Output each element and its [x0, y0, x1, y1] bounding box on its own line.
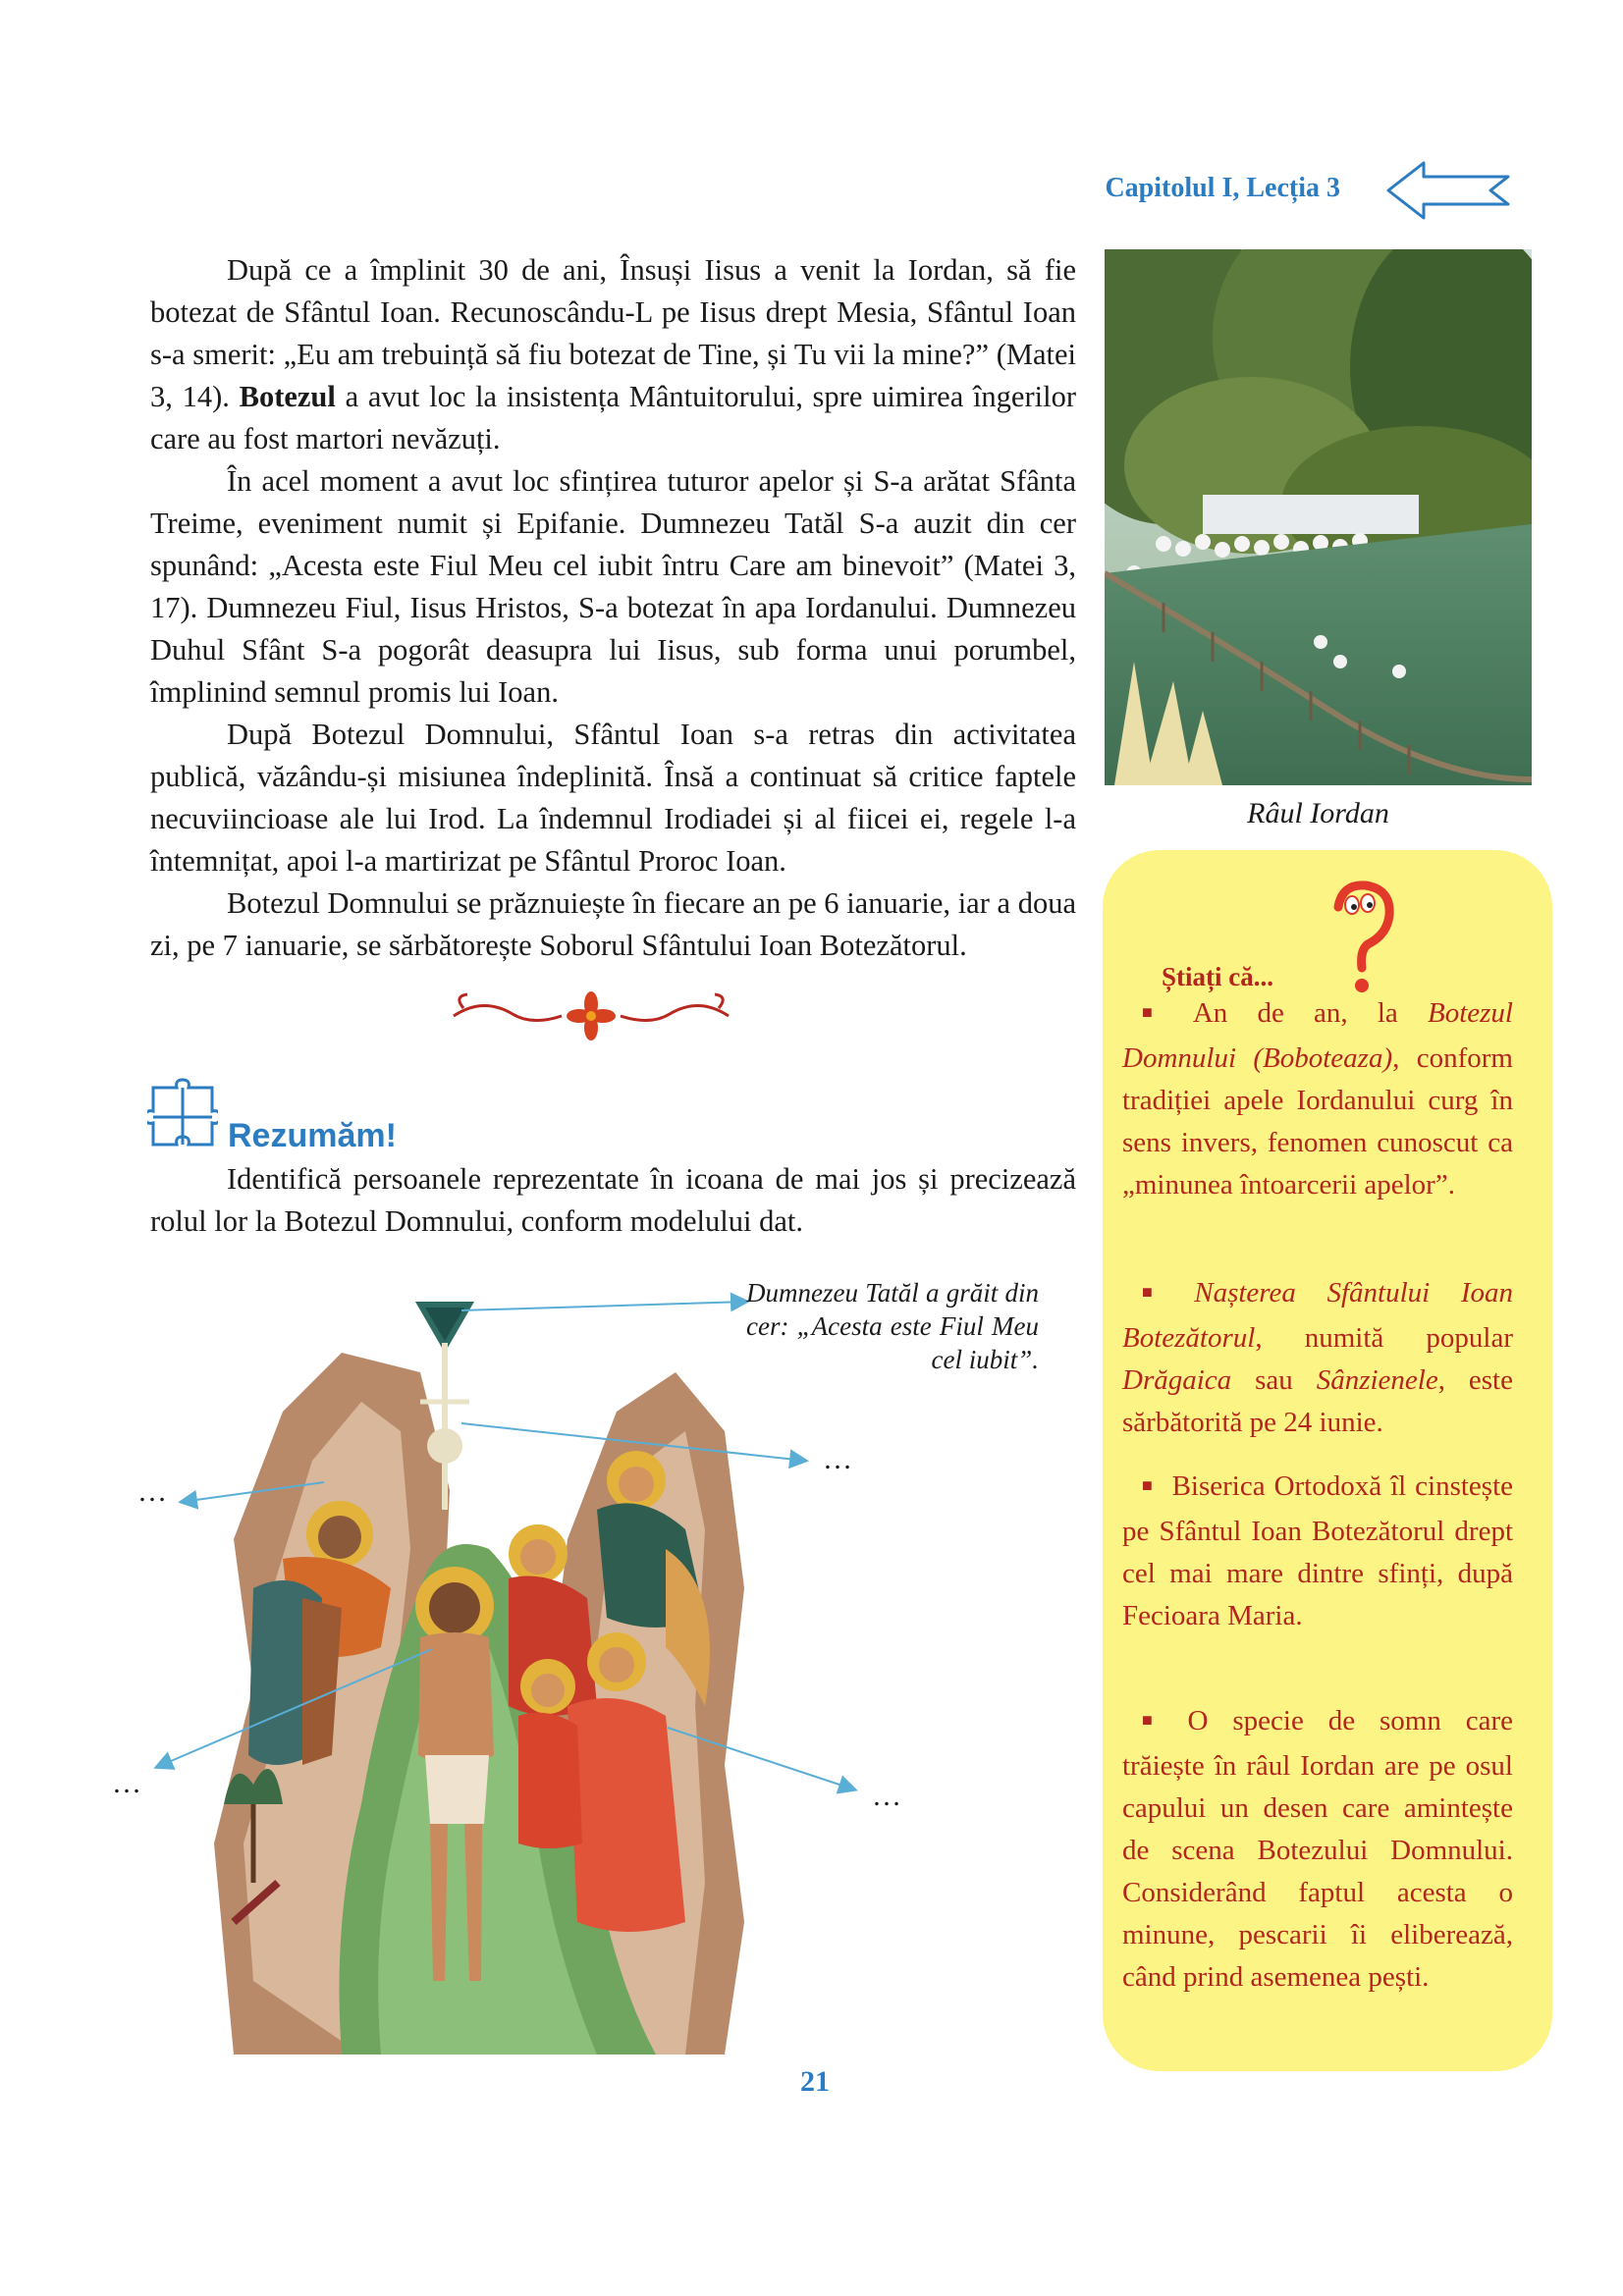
- square-bullet-icon: ■: [1142, 1475, 1155, 1495]
- fact-item-4: ■ O specie de somn care trăiește în râul Iordan are pe osul capului un desen care amintește de scena Botezului Domnului. Considerând faptul acesta o minune, pescarii îi eliberează, când prind asemenea pești.: [1122, 1705, 1514, 1993]
- square-bullet-icon: ■: [1142, 1282, 1177, 1302]
- answer-blank-john[interactable]: …: [137, 1475, 167, 1508]
- chapter-title: Capitolul I, Lecția 3: [1105, 173, 1340, 203]
- answer-blank-christ[interactable]: …: [112, 1767, 141, 1799]
- river-jordan-photo: [1105, 249, 1532, 785]
- fact-item-1: ■ An de an, la Botezul Domnului (Boboteaza), conform tradiției apele Iordanului curg în sens invers, fenomen cunoscut ca „minunea întoarcerii apelor”.: [1122, 997, 1513, 1201]
- question-mark-icon: [1321, 880, 1399, 997]
- summary-instruction-block: [150, 1158, 1076, 1243]
- left-arrow-icon[interactable]: [1384, 159, 1512, 222]
- paragraph-2: În acel moment a avut loc sfințirea tuturor apelor și S-a arătat Sfânta Treime, eveniment numit și Epifanie. Dumnezeu Tatăl S-a auzit din cer spunând: „Acesta este Fiul Meu cel iubit întru Care am binevoit” (Matei 3, 17). Dumnezeu Fiul, Iisus Hristos, S-a botezat în apa Iordanului. Dumnezeu Duhul Sfânt S-a pogorât deasupra lui Iisus, sub forma unui porumbel, împlinind semnul promis lui Ioan.: [150, 464, 1076, 709]
- answer-blank-spirit[interactable]: …: [823, 1443, 852, 1475]
- fact-item-2: ■ Nașterea Sfântului Ioan Botezătorul, numită popular Drăgaica sau Sânzienele, este sărbătorită pe 24 iunie.: [1122, 1277, 1514, 1438]
- paragraph-4: Botezul Domnului se prăznuiește în fiecare an pe 6 ianuarie, iar a doua zi, pe 7 ianuarie, se sărbătorește Soborul Sfântului Ioan Botezătorul.: [150, 886, 1076, 962]
- annotation-god-father: Dumnezeu Tatăl a grăit din cer: „Acesta este Fiul Meu cel iubit”.: [746, 1278, 1039, 1374]
- summary-title: Rezumăm!: [228, 1117, 397, 1154]
- fact-item-3: ■ Biserica Ortodoxă îl cinstește pe Sfântul Ioan Botezătorul drept cel mai mare dintre sfinți, după Fecioara Maria.: [1122, 1470, 1514, 1631]
- did-you-know-title: Știați că...: [1162, 962, 1273, 991]
- divider-ornament: [444, 987, 738, 1045]
- main-text: [150, 249, 1076, 967]
- photo-caption: Râul Iordan: [1247, 797, 1389, 829]
- square-bullet-icon: ■: [1142, 1002, 1175, 1022]
- bold-term: Botezul: [239, 380, 336, 413]
- square-bullet-icon: ■: [1142, 1710, 1170, 1730]
- paragraph-1: După ce a împlinit 30 de ani, Însuși Iisus a venit la Iordan, să fie botezat de Sfântul Ioan. Recunoscându-L pe Iisus drept Mesia, Sfântul Ioan s-a smerit: „Eu am trebuință să fiu botezat de Tine, și Tu vii la mine?” (Matei 3, 14). Botezul a avut loc la insistența Mântuitorului, spre uimirea îngerilor care au fost martori nevăzuți.: [150, 253, 1076, 455]
- baptism-icon-image: [194, 1294, 759, 2055]
- summary-instruction: Identifică persoanele reprezentate în icoana de mai jos și precizează rolul lor la Botezul Domnului, conform modelului dat.: [150, 1162, 1076, 1238]
- answer-blank-angels[interactable]: …: [872, 1780, 901, 1812]
- paragraph-3: După Botezul Domnului, Sfântul Ioan s-a retras din activitatea publică, văzându-și misiunea îndeplinită. Însă a continuat să critice faptele necuviincioase ale lui Irod. La îndemnul Irodiadei și al fiicei ei, regele l-a întemnițat, apoi l-a martirizat pe Sfântul Proroc Ioan.: [150, 718, 1076, 878]
- puzzle-icon: [147, 1078, 218, 1148]
- page-number: 21: [800, 2065, 830, 2098]
